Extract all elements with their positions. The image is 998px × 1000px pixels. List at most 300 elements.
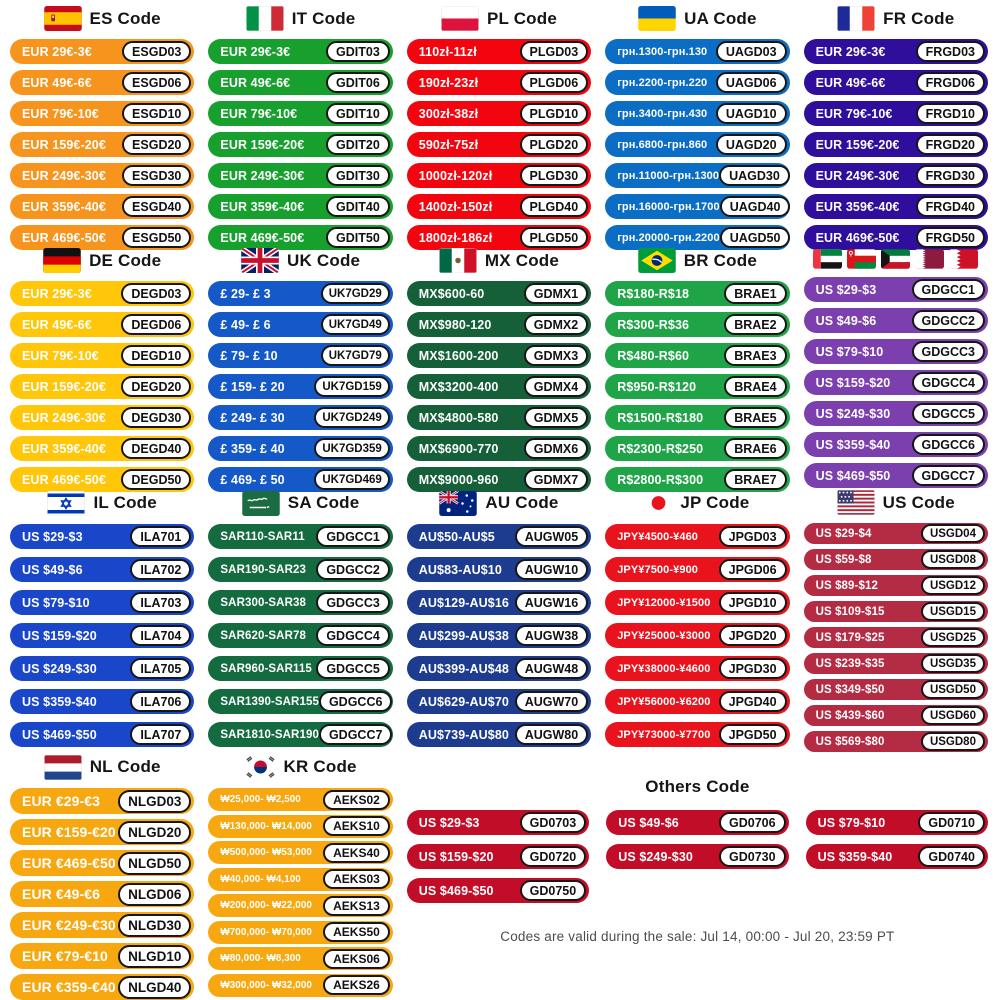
- coupon-range-label: EUR 79€-10€: [22, 348, 99, 363]
- coupon-range-label: £ 79- £ 10: [220, 348, 278, 363]
- coupon-pill: [208, 894, 392, 917]
- coupon-range-label: AU$50-AU$5: [418, 529, 495, 544]
- coupon-code: AUGW70: [515, 691, 588, 712]
- coupon-code: DEGD20: [121, 376, 191, 397]
- coupon-pill: [605, 312, 789, 337]
- coupon-code: NLGD40: [118, 976, 191, 999]
- coupon-range-label: R$950-R$120: [617, 379, 697, 394]
- coupon-pill: [10, 374, 194, 399]
- coupon-range-label: JPY¥73000-¥7700: [617, 728, 711, 741]
- coupon-range-label: EUR 469€-50€: [22, 472, 106, 487]
- coupon-pill: [804, 432, 988, 457]
- jp-pill-list: [605, 524, 789, 747]
- coupon-range-label: US $349-$50: [815, 683, 885, 696]
- coupon-code: UK7GD29: [321, 283, 390, 304]
- coupon-code: GDGCC4: [316, 625, 389, 646]
- coupon-pill: [804, 194, 988, 219]
- it-flag-icon: [246, 6, 284, 31]
- coupon-code: FRGD20: [916, 134, 985, 155]
- coupon-pill: [804, 308, 988, 333]
- coupon-pill: [605, 590, 789, 615]
- section-title: Others Code: [645, 777, 750, 796]
- coupon-code: DEGD06: [121, 314, 191, 335]
- coupon-code: ILA702: [130, 559, 191, 580]
- pl-pill-list: [407, 39, 591, 250]
- coupon-code: AEKS03: [323, 869, 390, 889]
- coupon-pill: [208, 312, 392, 337]
- coupon-range-label: US $159-$20: [22, 628, 97, 643]
- coupon-code: AUGW38: [515, 625, 588, 646]
- coupon-code: AUGW10: [515, 559, 588, 580]
- il-flag-icon: [47, 491, 85, 516]
- coupon-range-label: US $469-$50: [815, 468, 891, 483]
- coupon-code: AUGW48: [515, 658, 588, 679]
- coupon-pill: [804, 463, 988, 488]
- coupon-code: GDMX4: [524, 376, 588, 397]
- coupon-pill: [208, 194, 392, 219]
- coupon-pill: [208, 947, 392, 970]
- coupon-pill: [407, 405, 591, 430]
- us-flag-icon: [837, 490, 875, 515]
- coupon-pill: [605, 689, 789, 714]
- coupon-range-label: MX$3200-400: [418, 379, 499, 394]
- coupon-range-label: EUR 249€-30€: [22, 410, 106, 425]
- coupon-pill: [208, 343, 392, 368]
- section-au: [407, 488, 591, 752]
- coupon-code: BRAE5: [724, 407, 786, 428]
- coupon-code: JPGD30: [719, 658, 787, 679]
- coupon-range-label: SAR1390-SAR155: [220, 695, 319, 708]
- coupon-range-label: грн.2200-грн.220: [617, 76, 708, 89]
- coupon-code: GDMX1: [524, 283, 588, 304]
- coupon-pill: [208, 868, 392, 891]
- section-title: ES Code: [89, 8, 161, 28]
- pl-section-header: [407, 6, 591, 31]
- coupon-code: JPGD03: [719, 526, 787, 547]
- coupon-range-label: R$2800-R$300: [617, 472, 704, 487]
- mx-section-header: [407, 248, 591, 273]
- coupon-pill: [804, 627, 988, 648]
- coupon-range-label: грн.1300-грн.130: [617, 45, 708, 58]
- nl-flag-icon: [44, 755, 82, 780]
- us-pill-list: [804, 523, 988, 752]
- coupon-code: PLGD30: [520, 165, 589, 186]
- coupon-pill: [407, 374, 591, 399]
- coupon-code: JPGD06: [719, 559, 787, 580]
- coupon-code: AUGW05: [515, 526, 588, 547]
- coupon-range-label: JPY¥38000-¥4600: [617, 662, 711, 675]
- coupon-code: GDMX6: [524, 438, 588, 459]
- section-jp: [605, 488, 789, 752]
- coupon-range-label: US $29-$3: [22, 529, 83, 544]
- coupon-pill: [208, 974, 392, 997]
- bh-flag-icon: [949, 249, 978, 269]
- coupon-code: ESGD06: [122, 72, 191, 93]
- section-fr: [804, 4, 988, 246]
- coupon-range-label: AU$129-AU$16: [418, 595, 509, 610]
- coupon-pill: [605, 436, 789, 461]
- coupon-code: ILA701: [130, 526, 191, 547]
- coupon-pill: [407, 844, 589, 869]
- coupon-code: USGD35: [921, 654, 985, 673]
- coupon-range-label: AU$83-AU$10: [418, 562, 502, 577]
- coupon-code: GDGCC5: [912, 403, 985, 424]
- coupon-code: GDGCC2: [316, 559, 389, 580]
- coupon-code: JPGD40: [719, 691, 787, 712]
- coupon-pill: [605, 101, 789, 126]
- coupon-range-label: MX$4800-580: [418, 410, 499, 425]
- coupon-range-label: EUR 359€-40€: [22, 199, 106, 214]
- coupon-code: GDGCC5: [316, 658, 389, 679]
- section-title: UK Code: [287, 250, 361, 270]
- coupon-code: USGD50: [921, 680, 985, 699]
- coupon-code: GDGCC3: [912, 341, 985, 362]
- it-section-header: [208, 6, 392, 31]
- coupon-pill: [407, 878, 589, 903]
- ua-section-header: [605, 6, 789, 31]
- de-pill-list: [10, 281, 194, 492]
- coupon-pill: [208, 815, 392, 838]
- coupon-range-label: JPY¥25000-¥3000: [617, 629, 711, 642]
- coupon-range-label: ₩40,000- ₩4,100: [220, 873, 301, 885]
- coupon-range-label: US $79-$10: [22, 595, 90, 610]
- coupon-range-label: грн.16000-грн.1700: [617, 200, 720, 213]
- coupon-code: USGD12: [921, 576, 985, 595]
- ua-flag-icon: [638, 6, 676, 31]
- coupon-pill: [208, 841, 392, 864]
- coupon-pill: [208, 101, 392, 126]
- coupon-range-label: 1800zł-186zł: [418, 230, 493, 245]
- coupon-pill: [806, 810, 988, 835]
- coupon-pill: [208, 590, 392, 615]
- jp-flag-icon: [645, 491, 672, 515]
- coupon-range-label: US $359-$40: [815, 437, 891, 452]
- sa-section-header: [208, 490, 392, 516]
- coupon-code: PLGD06: [520, 72, 589, 93]
- coupon-range-label: EUR 49€-6€: [815, 75, 886, 90]
- il-pill-list: [10, 524, 194, 747]
- coupon-code: GDGCC4: [912, 372, 985, 393]
- ua-pill-list: [605, 39, 789, 250]
- coupon-pill: [804, 731, 988, 752]
- coupon-range-label: 190zł-23zł: [418, 75, 479, 90]
- coupon-range-label: JPY¥56000-¥6200: [617, 695, 711, 708]
- om-flag-icon: [847, 249, 876, 269]
- coupon-code: UAGD06: [716, 72, 787, 93]
- mx-flag-icon: [439, 248, 477, 273]
- coupon-pill: [407, 590, 591, 615]
- coupon-code: PLGD50: [520, 227, 589, 248]
- coupon-code: JPGD50: [719, 724, 787, 745]
- section-title: IL Code: [93, 493, 157, 512]
- coupon-pill: [407, 557, 591, 582]
- coupon-code: GDGCC6: [912, 434, 985, 455]
- coupon-pill: [605, 524, 789, 549]
- coupon-range-label: EUR 469€-50€: [220, 230, 305, 245]
- coupon-code: GD0720: [520, 846, 587, 867]
- coupon-range-label: EUR 249€-30€: [815, 168, 900, 183]
- coupon-pill: [10, 524, 194, 549]
- section-title: SA Code: [287, 493, 360, 512]
- coupon-range-label: US $79-$10: [817, 815, 886, 830]
- coupon-code: AUGW16: [515, 592, 588, 613]
- section-title: DE Code: [89, 250, 162, 270]
- section-title: PL Code: [486, 8, 558, 28]
- coupon-range-label: ₩25,000- ₩2,500: [220, 794, 301, 805]
- coupon-range-label: MX$1600-200: [418, 348, 499, 363]
- es-section-header: [10, 6, 194, 31]
- coupon-pill: [10, 689, 194, 714]
- kr-pill-list: [208, 788, 392, 997]
- coupon-pill: [10, 39, 194, 64]
- coupon-code: PLGD20: [520, 134, 589, 155]
- coupon-pill: [407, 39, 591, 64]
- coupon-range-label: SAR960-SAR115: [220, 662, 312, 675]
- coupon-range-label: AU$399-AU$48: [418, 661, 509, 676]
- coupon-pill: [804, 523, 988, 544]
- coupon-pill: [605, 132, 789, 157]
- coupon-code: PLGD40: [520, 196, 589, 217]
- coupon-pill: [407, 524, 591, 549]
- coupon-pill: [10, 912, 194, 938]
- coupon-pill: [10, 436, 194, 461]
- coupon-pill: [806, 844, 988, 869]
- coupon-code: USGD25: [921, 628, 985, 647]
- coupon-pill: [10, 656, 194, 681]
- coupon-code: GDMX5: [524, 407, 588, 428]
- coupon-range-label: EUR 159€-20€: [22, 379, 106, 394]
- section-gcc: [804, 246, 988, 488]
- coupon-range-label: R$180-R$18: [617, 286, 690, 301]
- coupon-range-label: US $359-$40: [22, 694, 97, 709]
- coupon-range-label: £ 159- £ 20: [220, 379, 285, 394]
- coupon-code: BRAE2: [724, 314, 786, 335]
- nl-section-header: [10, 754, 194, 780]
- coupon-pill: [407, 343, 591, 368]
- coupon-code: UAGD30: [719, 165, 790, 186]
- coupon-code: JPGD20: [719, 625, 787, 646]
- coupon-range-label: US $49-$6: [22, 562, 83, 577]
- coupon-pill: [605, 194, 789, 219]
- coupon-code: DEGD03: [121, 283, 191, 304]
- coupon-code: ESGD20: [122, 134, 191, 155]
- coupon-pill: [804, 39, 988, 64]
- coupon-range-label: ₩80,000- ₩8,300: [220, 953, 301, 964]
- coupon-pill: [605, 343, 789, 368]
- coupon-range-label: R$300-R$36: [617, 317, 690, 332]
- coupon-pill: [804, 70, 988, 95]
- coupon-pill: [407, 623, 591, 648]
- coupon-range-label: JPY¥7500-¥900: [617, 563, 699, 576]
- coupon-code: GD0730: [719, 846, 786, 867]
- coupon-pill: [10, 312, 194, 337]
- section-uk: [208, 246, 392, 488]
- coupon-pill: [208, 436, 392, 461]
- coupon-range-label: JPY¥12000-¥1500: [617, 596, 711, 609]
- section-it: [208, 4, 392, 246]
- section-title: AU Code: [485, 493, 559, 512]
- coupon-range-label: £ 469- £ 50: [220, 472, 285, 487]
- coupon-pill: [605, 557, 789, 582]
- coupon-pill: [10, 881, 194, 907]
- coupon-range-label: EUR €159-€20: [22, 824, 116, 840]
- coupon-range-label: US $249-$30: [618, 849, 693, 864]
- coupon-code: USGD80: [921, 732, 985, 751]
- coupon-pill: [208, 921, 392, 944]
- coupon-code: GDGCC3: [316, 592, 389, 613]
- coupon-code: ILA703: [130, 592, 191, 613]
- coupon-range-label: EUR 359€-40€: [220, 199, 305, 214]
- coupon-range-label: EUR 49€-6€: [220, 75, 291, 90]
- coupon-code: AEKS02: [323, 790, 390, 810]
- coupon-range-label: 1000zł-120zł: [418, 168, 493, 183]
- coupon-range-label: грн.20000-грн.2200: [617, 231, 720, 244]
- others-area: [407, 752, 988, 1000]
- section-kr: [208, 752, 392, 1000]
- coupon-pill: [606, 844, 788, 869]
- validity-note: Codes are valid during the sale: Jul 14, 00:00 - Jul 20, 23:59 PT: [500, 929, 895, 944]
- ae-flag-icon: [813, 249, 842, 269]
- coupon-code: GD0706: [719, 812, 786, 833]
- gcc-pill-list: [804, 277, 988, 488]
- coupon-range-label: EUR 49€-6€: [22, 75, 92, 90]
- coupon-pill: [10, 132, 194, 157]
- coupon-pill: [804, 101, 988, 126]
- coupon-range-label: ₩500,000- ₩53,000: [220, 847, 312, 858]
- coupon-code: ESGD50: [122, 227, 191, 248]
- section-title: MX Code: [484, 250, 560, 270]
- coupon-code: USGD04: [921, 524, 985, 543]
- coupon-pill: [407, 194, 591, 219]
- fr-section-header: [804, 6, 988, 31]
- coupon-code: FRGD03: [916, 41, 985, 62]
- coupon-code: AEKS10: [323, 816, 390, 836]
- coupon-range-label: EUR €49-€6: [22, 886, 101, 902]
- coupon-range-label: EUR 79€-10€: [815, 106, 893, 121]
- coupon-pill: [208, 722, 392, 747]
- coupon-pill: [208, 788, 392, 811]
- coupon-pill: [407, 436, 591, 461]
- section-title: US Code: [882, 492, 955, 512]
- coupon-pill: [208, 656, 392, 681]
- coupon-range-label: EUR 29€-3€: [815, 44, 886, 59]
- coupon-code: BRAE4: [724, 376, 786, 397]
- coupon-pill: [208, 689, 392, 714]
- coupon-pill: [407, 281, 591, 306]
- coupon-range-label: US $49-$6: [618, 815, 679, 830]
- coupon-pill: [208, 524, 392, 549]
- kr-flag-icon: [245, 755, 276, 779]
- es-flag-icon: [44, 6, 82, 31]
- coupon-code: UAGD40: [720, 196, 791, 217]
- coupon-pill: [605, 405, 789, 430]
- coupon-pill: [208, 623, 392, 648]
- coupon-code: FRGD40: [916, 196, 985, 217]
- coupon-code: BRAE3: [724, 345, 786, 366]
- coupon-pill: [10, 788, 194, 814]
- coupon-range-label: грн.6800-грн.860: [617, 138, 708, 151]
- coupon-range-label: US $49-$6: [815, 313, 877, 328]
- coupon-range-label: ₩700,000- ₩70,000: [220, 926, 312, 938]
- coupon-code: DEGD30: [121, 407, 191, 428]
- coupon-pill: [605, 722, 789, 747]
- coupon-range-label: 1400zł-150zł: [418, 199, 493, 214]
- coupon-range-label: EUR 29€-3€: [22, 44, 92, 59]
- coupon-range-label: EUR 359€-40€: [815, 199, 900, 214]
- coupon-range-label: EUR €79-€10: [22, 948, 108, 964]
- coupon-code: ESGD03: [122, 41, 191, 62]
- coupon-code: GDGCC7: [912, 465, 985, 486]
- coupon-range-label: 110zł-11zł: [418, 44, 477, 59]
- coupon-code: UK7GD159: [314, 376, 389, 397]
- coupon-pill: [10, 943, 194, 969]
- coupon-range-label: SAR110-SAR11: [220, 530, 305, 543]
- coupon-code: FRGD30: [916, 165, 985, 186]
- coupon-pill: [208, 39, 392, 64]
- coupon-pill: [804, 339, 988, 364]
- coupon-range-label: US $469-$50: [22, 727, 97, 742]
- coupon-code: BRAE1: [724, 283, 786, 304]
- section-mx: [407, 246, 591, 488]
- section-title: KR Code: [283, 757, 357, 776]
- coupon-code: NLGD30: [118, 914, 191, 937]
- coupon-range-label: US $249-$30: [22, 661, 97, 676]
- coupon-range-label: US $29-$4: [815, 527, 872, 540]
- uk-section-header: [208, 248, 392, 273]
- coupon-pill: [10, 70, 194, 95]
- section-sa: [208, 488, 392, 752]
- coupon-range-label: US $569-$80: [815, 735, 885, 748]
- coupon-range-label: US $59-$8: [815, 553, 872, 566]
- coupon-pill: [606, 810, 788, 835]
- coupon-range-label: EUR 79€-10€: [220, 106, 298, 121]
- coupon-range-label: £ 359- £ 40: [220, 441, 285, 456]
- coupon-range-label: EUR 29€-3€: [22, 286, 92, 301]
- coupon-code: GDGCC7: [319, 724, 392, 745]
- coupon-pill: [10, 819, 194, 845]
- coupon-code: DEGD50: [121, 469, 191, 490]
- coupon-range-label: AU$299-AU$38: [418, 628, 509, 643]
- coupon-pill: [208, 557, 392, 582]
- coupon-pill: [407, 70, 591, 95]
- coupon-pill: [804, 679, 988, 700]
- sa-flag-icon: [242, 491, 280, 516]
- pl-flag-icon: [441, 6, 479, 31]
- coupon-range-label: US $359-$40: [817, 849, 893, 864]
- coupon-pill: [10, 101, 194, 126]
- coupon-pill: [10, 623, 194, 648]
- coupon-range-label: ₩300,000- ₩32,000: [220, 979, 312, 991]
- coupon-range-label: US $29-$3: [418, 815, 480, 830]
- coupon-range-label: грн.3400-грн.430: [617, 107, 708, 120]
- coupon-pill: [407, 722, 591, 747]
- au-section-header: [407, 490, 591, 516]
- coupon-pill: [407, 132, 591, 157]
- coupon-range-label: EUR 159€-20€: [220, 137, 305, 152]
- coupon-pill: [605, 656, 789, 681]
- coupon-range-label: 300zł-38zł: [418, 106, 479, 121]
- coupon-range-label: EUR €469-€50: [22, 855, 116, 871]
- coupon-code: FRGD10: [916, 103, 985, 124]
- coupon-code: AEKS06: [323, 949, 390, 969]
- coupon-code: ESGD10: [122, 103, 191, 124]
- coupon-code: NLGD20: [118, 821, 191, 844]
- coupon-code: NLGD10: [118, 945, 191, 968]
- coupon-pill: [10, 722, 194, 747]
- it-pill-list: [208, 39, 392, 250]
- kr-section-header: [208, 754, 392, 780]
- coupon-range-label: EUR 249€-30€: [220, 168, 305, 183]
